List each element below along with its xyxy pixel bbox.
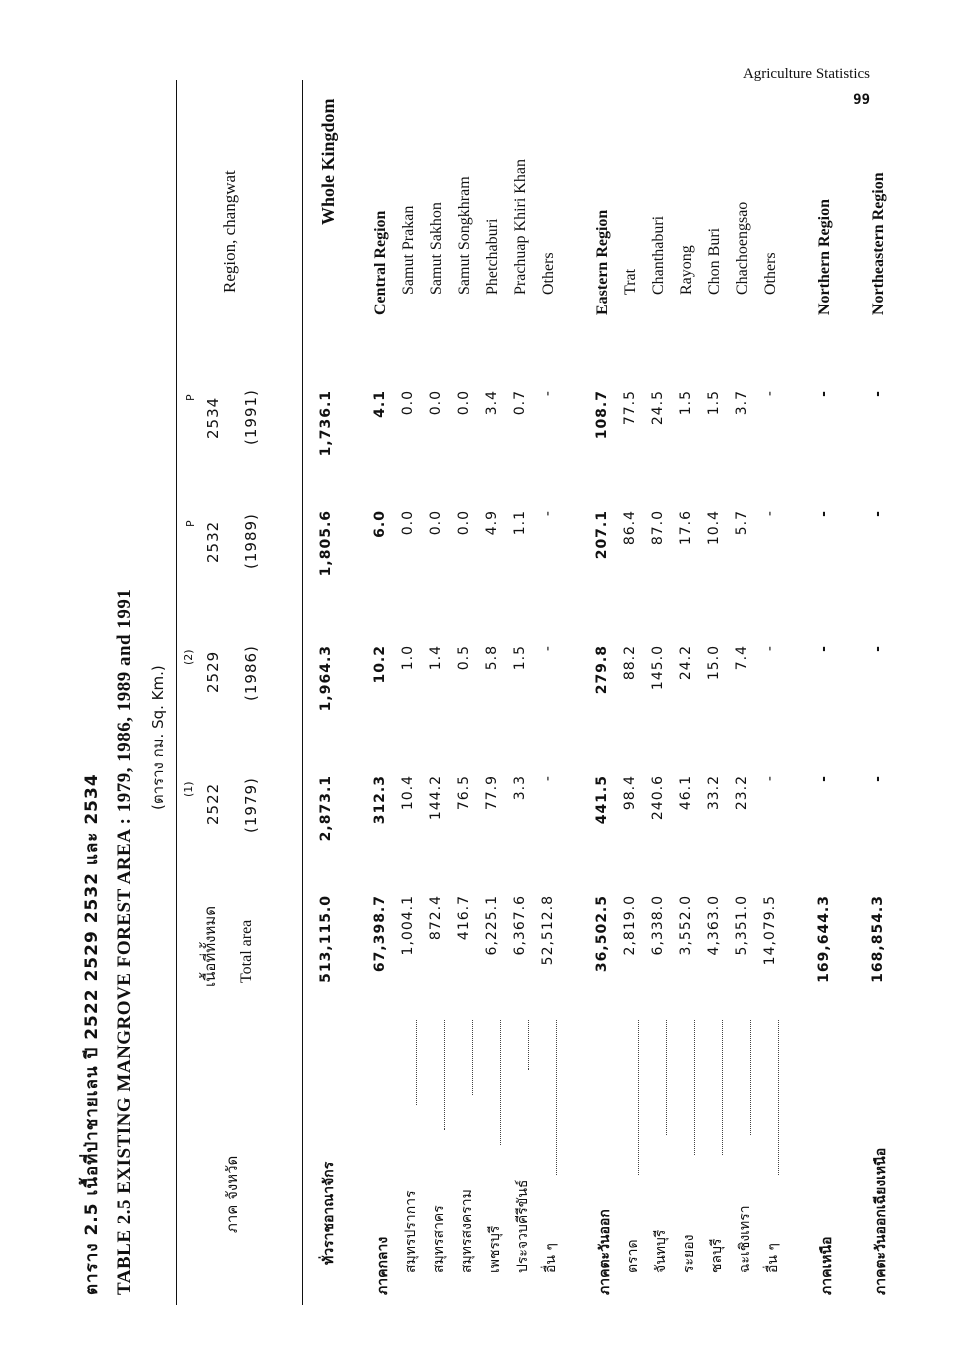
cell-region-thai: ฉะเชิงเทรา <box>737 1205 753 1273</box>
running-header-publication: Agriculture Statistics <box>742 66 870 82</box>
header-total-thai: เนื้อที่ทั้งหมด <box>201 905 219 987</box>
leader-dots <box>706 1020 723 1155</box>
cell-total-area: 168,854.3 <box>870 895 886 983</box>
table-row <box>484 80 512 1305</box>
leader-dots <box>400 1020 417 1105</box>
leader-dots <box>622 1020 639 1175</box>
cell-1986: 7.4 <box>734 645 750 671</box>
header-1989: (1989) <box>242 513 260 569</box>
cell-region-english: Trat <box>622 268 639 295</box>
page-number: 99 <box>853 92 870 108</box>
cell-1991: - <box>870 390 886 397</box>
cell-region-english: Chanthaburi <box>650 215 667 295</box>
cell-1989: 87.0 <box>650 510 666 546</box>
cell-total-area: 52,512.8 <box>540 895 556 966</box>
leader-dots <box>456 1020 473 1095</box>
cell-total-area: 416.7 <box>456 895 472 941</box>
cell-1989: 4.9 <box>484 510 500 536</box>
table-title-english: TABLE 2.5 EXISTING MANGROVE FOREST AREA : 1979, 1986, 1989 and 1991 <box>114 588 135 1295</box>
cell-1989: 0.0 <box>456 510 472 536</box>
table-row <box>816 80 844 1305</box>
cell-1979: 2,873.1 <box>318 775 334 842</box>
cell-1991: 1.5 <box>678 390 694 416</box>
cell-region-thai: เพชรบุรี <box>487 1225 503 1273</box>
cell-1986: 1.0 <box>400 645 416 671</box>
cell-1986: 1,964.3 <box>318 645 334 712</box>
cell-1991: 24.5 <box>650 390 666 426</box>
cell-total-area: 1,004.1 <box>400 895 416 956</box>
cell-1986: 145.0 <box>650 645 666 691</box>
header-2534-note: P <box>184 394 197 401</box>
leader-dots <box>428 1020 445 1130</box>
cell-1979: 441.5 <box>594 775 610 825</box>
cell-1986: 0.5 <box>456 645 472 671</box>
cell-region-thai: ตราด <box>625 1239 641 1273</box>
table-title-thai: ตาราง 2.5 เนื้อที่ป่าชายเลน ปี 2522 2529 2532 และ 2534 <box>82 773 102 1295</box>
table-header-rule <box>302 80 303 1305</box>
cell-1979: 76.5 <box>456 775 472 811</box>
cell-1991: 1,736.1 <box>318 390 334 457</box>
header-1979: (1979) <box>242 777 260 833</box>
cell-1991: 1.5 <box>706 390 722 416</box>
header-2522-note: (1) <box>182 781 195 797</box>
cell-1989: 10.4 <box>706 510 722 546</box>
cell-region-english: Samut Sakhon <box>428 202 445 295</box>
table-row <box>706 80 734 1305</box>
cell-region-english: Prachuap Khiri Khan <box>512 159 529 295</box>
table-row <box>400 80 428 1305</box>
leader-dots <box>734 1020 751 1135</box>
cell-total-area: 67,398.7 <box>372 895 388 973</box>
cell-1986: 1.4 <box>428 645 444 671</box>
cell-total-area: 4,363.0 <box>706 895 722 956</box>
table-row <box>650 80 678 1305</box>
cell-region-english: Eastern Region <box>594 209 611 315</box>
cell-1991: 3.4 <box>484 390 500 416</box>
cell-region-english: Samut Songkhram <box>456 176 473 295</box>
cell-1986: 279.8 <box>594 645 610 695</box>
table-row <box>762 80 790 1305</box>
cell-1989: - <box>870 510 886 517</box>
table-row <box>870 80 898 1305</box>
cell-region-english: Chon Buri <box>706 227 723 295</box>
cell-region-english: Others <box>762 252 779 295</box>
cell-1986: - <box>816 645 832 652</box>
cell-1979: - <box>762 775 778 782</box>
cell-region-english: Northeastern Region <box>870 172 887 315</box>
cell-region-english: Others <box>540 252 557 295</box>
cell-1991: - <box>816 390 832 397</box>
cell-1979: 312.3 <box>372 775 388 825</box>
cell-1979: 10.4 <box>400 775 416 811</box>
cell-1979: 240.6 <box>650 775 666 821</box>
cell-region-thai: ระยอง <box>681 1234 697 1273</box>
cell-1989: 0.0 <box>400 510 416 536</box>
table-row <box>622 80 650 1305</box>
cell-total-area: 2,819.0 <box>622 895 638 956</box>
cell-1986: - <box>870 645 886 652</box>
cell-1989: 207.1 <box>594 510 610 560</box>
table-row <box>594 80 622 1305</box>
cell-1991: 0.0 <box>428 390 444 416</box>
cell-region-thai: ประจวบคีรีขันธ์ <box>515 1179 531 1273</box>
header-2532-note: P <box>184 520 197 527</box>
header-2532: 2532 <box>204 520 222 563</box>
cell-1979: 23.2 <box>734 775 750 811</box>
cell-1986: 1.5 <box>512 645 528 671</box>
cell-1989: 17.6 <box>678 510 694 546</box>
cell-1989: 6.0 <box>372 510 388 538</box>
cell-1986: 10.2 <box>372 645 388 684</box>
table-row <box>372 80 400 1305</box>
cell-1979: - <box>540 775 556 782</box>
cell-1989: - <box>762 510 778 517</box>
header-1986: (1986) <box>242 645 260 701</box>
cell-1986: 88.2 <box>622 645 638 681</box>
cell-region-thai: สมุทรสาคร <box>431 1205 447 1273</box>
cell-total-area: 169,644.3 <box>816 895 832 983</box>
cell-1986: 15.0 <box>706 645 722 681</box>
cell-1979: 98.4 <box>622 775 638 811</box>
cell-1986: 24.2 <box>678 645 694 681</box>
cell-region-thai: อื่น ๆ <box>765 1243 781 1273</box>
leader-dots <box>512 1020 529 1070</box>
cell-total-area: 6,225.1 <box>484 895 500 956</box>
table-row <box>540 80 568 1305</box>
cell-1991: 77.5 <box>622 390 638 426</box>
cell-1979: 33.2 <box>706 775 722 811</box>
cell-1989: 1.1 <box>512 510 528 536</box>
cell-total-area: 5,351.0 <box>734 895 750 956</box>
cell-region-thai: ภาคเหนือ <box>819 1236 835 1295</box>
cell-region-thai: สมุทรสงคราม <box>459 1189 475 1273</box>
cell-region-english: Northern Region <box>816 199 833 315</box>
cell-region-english: Phetchaburi <box>484 218 501 295</box>
cell-1979: - <box>816 775 832 782</box>
cell-1979: 3.3 <box>512 775 528 801</box>
header-1991: (1991) <box>242 389 260 445</box>
cell-region-thai: อื่น ๆ <box>543 1243 559 1273</box>
cell-1979: 46.1 <box>678 775 694 811</box>
header-2529: 2529 <box>204 650 222 693</box>
cell-region-english: Central Region <box>372 210 389 315</box>
table-row <box>734 80 762 1305</box>
cell-1986: - <box>540 645 556 652</box>
cell-total-area: 872.4 <box>428 895 444 941</box>
header-2534: 2534 <box>204 396 222 439</box>
table-row <box>678 80 706 1305</box>
leader-dots <box>762 1020 779 1175</box>
cell-1989: 86.4 <box>622 510 638 546</box>
table-row <box>318 80 346 1305</box>
cell-1986: 5.8 <box>484 645 500 671</box>
table-top-rule <box>176 80 177 1305</box>
table-row <box>512 80 540 1305</box>
cell-total-area: 36,502.5 <box>594 895 610 973</box>
cell-region-thai: ภาคกลาง <box>375 1236 391 1295</box>
cell-region-thai: ชลบุรี <box>709 1238 725 1273</box>
cell-region-english: Chachoengsao <box>734 201 751 295</box>
cell-1989: - <box>816 510 832 517</box>
cell-1986: - <box>762 645 778 652</box>
leader-dots <box>678 1020 695 1155</box>
table-unit: (ตาราง กม. Sq. Km.) <box>149 665 167 810</box>
header-region-english: Region, changwat <box>220 170 239 293</box>
cell-region-english: Samut Prakan <box>400 205 417 295</box>
cell-1991: 3.7 <box>734 390 750 416</box>
table-row <box>456 80 484 1305</box>
header-2529-note: (2) <box>182 649 195 665</box>
cell-region-thai: ภาคตะวันออก <box>597 1209 613 1295</box>
header-region-thai: ภาค จังหวัด <box>223 1155 241 1233</box>
cell-1991: - <box>540 390 556 397</box>
cell-total-area: 6,367.6 <box>512 895 528 956</box>
cell-total-area: 14,079.5 <box>762 895 778 966</box>
cell-total-area: 513,115.0 <box>318 895 334 983</box>
table-row <box>428 80 456 1305</box>
header-2522: 2522 <box>204 782 222 825</box>
cell-1989: 0.0 <box>428 510 444 536</box>
cell-total-area: 6,338.0 <box>650 895 666 956</box>
leader-dots <box>484 1020 501 1145</box>
cell-1991: 0.0 <box>400 390 416 416</box>
cell-total-area: 3,552.0 <box>678 895 694 956</box>
cell-1991: 4.1 <box>372 390 388 418</box>
mangrove-forest-table <box>70 80 889 1305</box>
leader-dots <box>650 1020 667 1135</box>
cell-1991: - <box>762 390 778 397</box>
cell-1979: 77.9 <box>484 775 500 811</box>
cell-region-thai: จันทบุรี <box>653 1229 669 1273</box>
cell-1989: 1,805.6 <box>318 510 334 577</box>
header-total-english: Total area <box>238 919 255 983</box>
cell-1989: - <box>540 510 556 517</box>
cell-1979: 144.2 <box>428 775 444 821</box>
cell-1991: 0.7 <box>512 390 528 416</box>
cell-region-thai: ภาคตะวันออกเฉียงเหนือ <box>873 1147 889 1295</box>
cell-1979: - <box>870 775 886 782</box>
cell-region-english: Rayong <box>678 245 695 295</box>
cell-1991: 0.0 <box>456 390 472 416</box>
leader-dots <box>540 1020 557 1175</box>
cell-region-thai: สมุทรปราการ <box>403 1190 419 1273</box>
cell-region-english: Whole Kingdom <box>318 98 338 225</box>
cell-region-thai: ทั่วราชอาณาจักร <box>321 1161 337 1265</box>
cell-1989: 5.7 <box>734 510 750 536</box>
cell-1991: 108.7 <box>594 390 610 440</box>
